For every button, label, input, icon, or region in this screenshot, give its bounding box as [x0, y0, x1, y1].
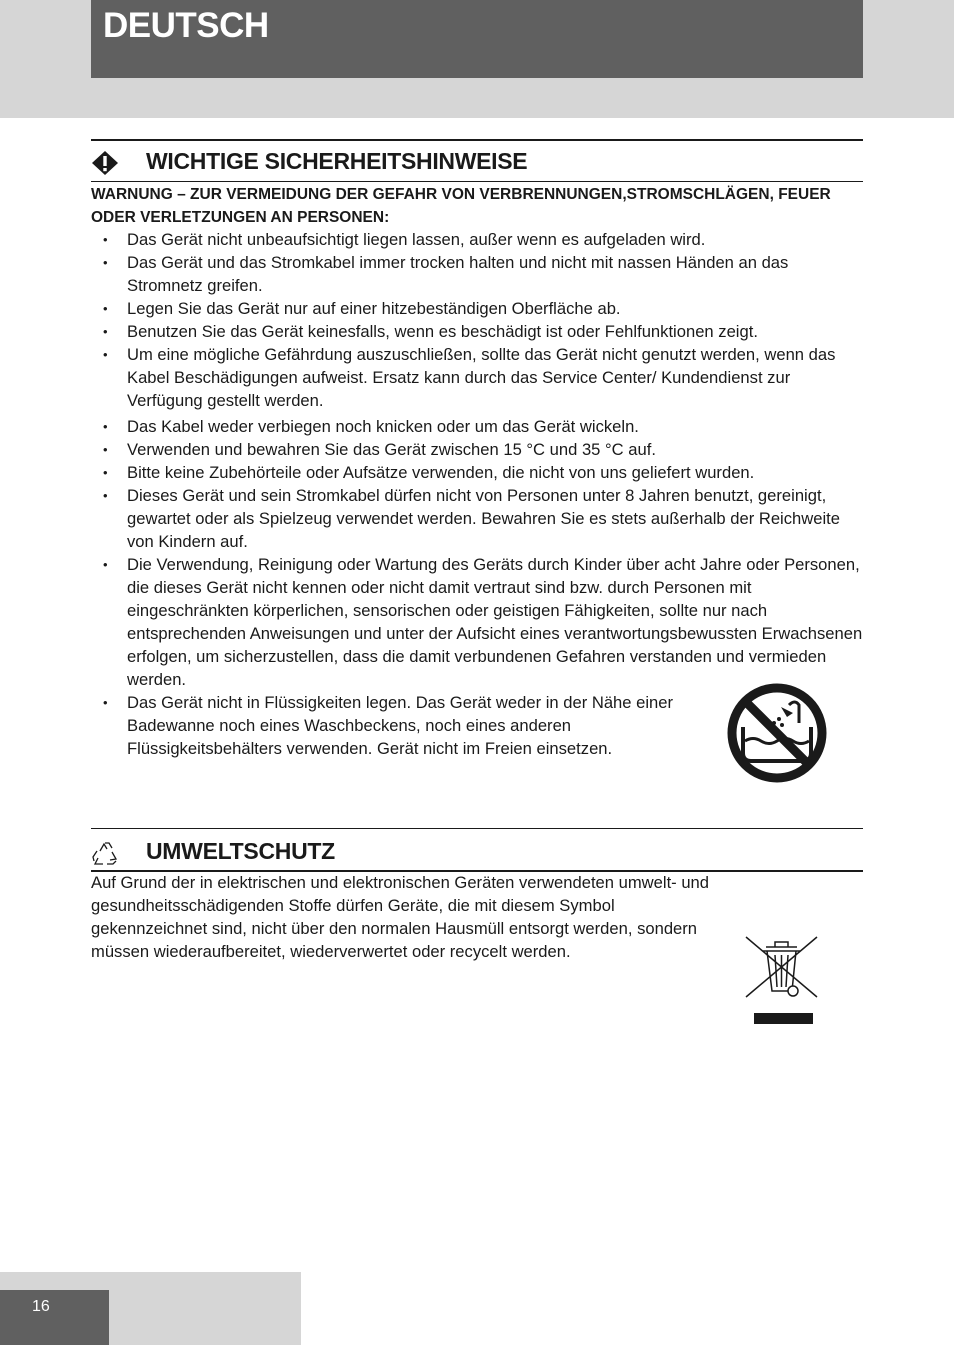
recycle-icon — [91, 840, 119, 866]
env-title: UMWELTSCHUTZ — [146, 838, 335, 864]
list-item: • Um eine mögliche Gefährdung auszuschließen, sollte das Gerät nicht genutzt werden, wenn das Kabel Beschädigungen aufweist. Ersatz kann durch das Service Center/ Kundendienst zur Verfügung gestellt werden. — [91, 343, 863, 412]
no-water-icon — [727, 683, 827, 783]
list-item: • Benutzen Sie das Gerät keinesfalls, wenn es beschädigt ist oder Fehlfunktionen zeigt. — [91, 320, 863, 343]
list-item: • Das Gerät nicht in Flüssigkeiten legen. Das Gerät weder in der Nähe einer Badewanne noch eines Waschbeckens, noch eines anderen Flüssigkeitsbehälters verwenden. Gerät nicht im Freien einsetzen. — [91, 691, 863, 760]
list-item: • Dieses Gerät und sein Stromkabel dürfen nicht von Personen unter 8 Jahren benutzt, gereinigt, gewartet oder als Spielzeug verwendet werden. Bewahren Sie es stets außerhalb der Reichweite von Kindern auf. — [91, 484, 863, 553]
env-top-rule — [91, 828, 863, 829]
list-item: • Das Gerät und das Stromkabel immer trocken halten und nicht mit nassen Händen an das Stromnetz greifen. — [91, 251, 863, 297]
section-under-rule — [91, 181, 863, 182]
list-item: • Das Gerät nicht unbeaufsichtigt liegen lassen, außer wenn es aufgeladen wird. — [91, 228, 863, 251]
env-text: Auf Grund der in elektrischen und elektronischen Geräten verwendeten umwelt- und gesundheitsschädigenden Stoffe dürfen Geräte, die mit diesem Symbol gekennzeichnet sind, nicht über den normalen Hausmüll entsorgt werden, sondern müssen wiederaufbereitet, wiederverwertet oder recycelt werden. — [91, 873, 710, 961]
list-item: • Die Verwendung, Reinigung oder Wartung des Geräts durch Kinder über acht Jahre oder Personen, die dieses Gerät nicht kennen oder nicht damit vertraut sind bzw. durch Personen mit eingeschränkten körperlichen, sensorischen oder geistigen Fähigkeiten, sollte nur nach entsprechenden Anweisungen und unter der Aufsicht eines verantwortungsbewussten Erwachsenen erfolgen, um sicherzustellen, dass die damit verbundenen Gefahren verstanden und vermieden werden. — [91, 553, 863, 691]
safety-list — [91, 228, 863, 760]
page-number-box — [0, 1290, 109, 1345]
env-heading — [91, 838, 863, 868]
list-item: • Das Kabel weder verbiegen noch knicken oder um das Gerät wickeln. — [91, 415, 863, 438]
list-item: • Legen Sie das Gerät nur auf einer hitzebeständigen Oberfläche ab. — [91, 297, 863, 320]
warning-icon — [91, 150, 119, 176]
language-title: DEUTSCH — [103, 6, 269, 45]
crossed-bin-icon — [744, 935, 819, 1027]
list-item: • Bitte keine Zubehörteile oder Aufsätze verwenden, die nicht von uns geliefert wurden. — [91, 461, 863, 484]
page-number: 16 — [32, 1298, 50, 1315]
list-item: • Verwenden und bewahren Sie das Gerät zwischen 15 °C und 35 °C auf. — [91, 438, 863, 461]
warning-text: WARNUNG – ZUR VERMEIDUNG DER GEFAHR VON VERBRENNUNGEN,STROMSCHLÄGEN, FEUER ODER VERLETZUNGEN AN PERSONEN: — [91, 186, 831, 226]
language-bar — [91, 0, 863, 78]
safety-title: WICHTIGE SICHERHEITSHINWEISE — [146, 148, 528, 174]
safety-heading — [91, 148, 863, 178]
section-top-rule — [91, 139, 863, 141]
